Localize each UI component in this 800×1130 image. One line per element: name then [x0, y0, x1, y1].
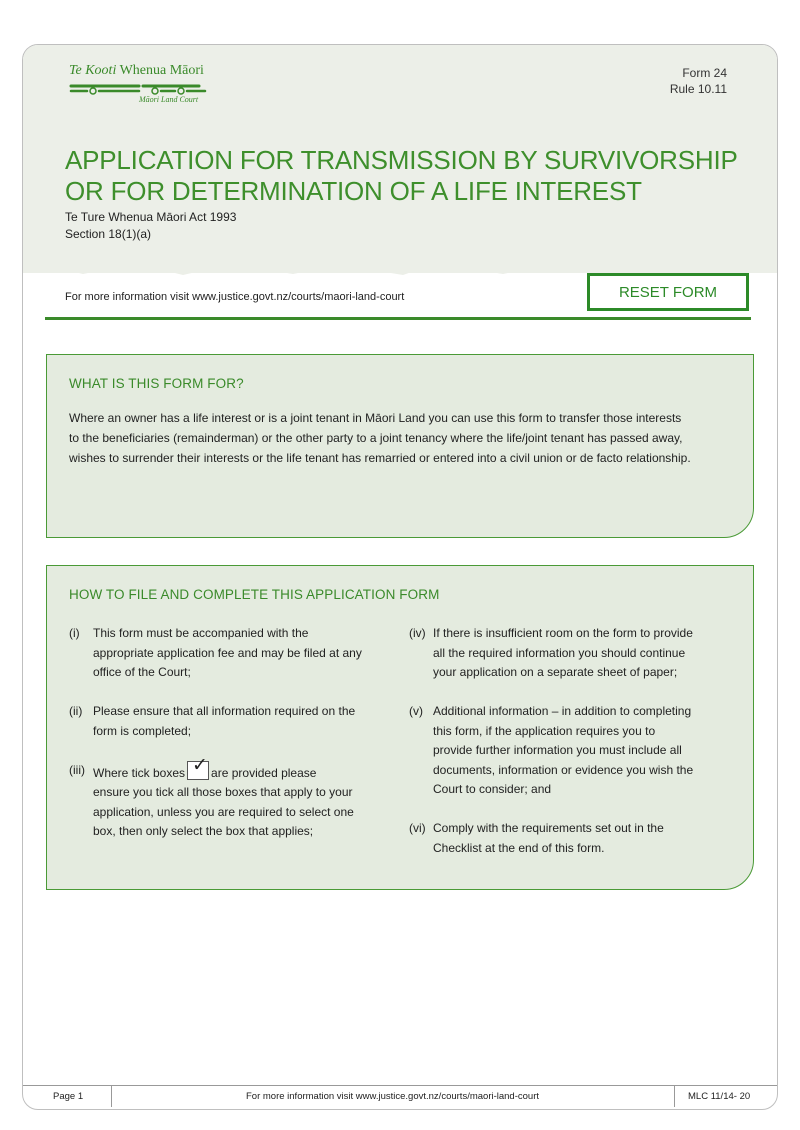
page-frame — [22, 44, 778, 1110]
legislation-reference — [65, 209, 236, 243]
reset-form-button[interactable]: RESET FORM — [587, 273, 749, 311]
instruction-item: (iv) If there is insufficient room on the form to provide all the required information you should continue your application on a separate sheet of paper; — [409, 626, 693, 679]
instruction-item: (iii) Where tick boxes ✓ are provided please ensure you tick all those boxes that apply to your application, unless you are required to select one box, then only select the box that applies; — [69, 754, 354, 838]
section-heading: HOW TO FILE AND COMPLETE THIS APPLICATION FORM — [69, 587, 440, 602]
instruction-item: (v) Additional information – in addition to completing this form, if the application requires you to provide further information you must include all documents, information or evidence you wish the Court to consider; and — [409, 704, 694, 796]
page-footer — [23, 1085, 778, 1107]
header-divider — [45, 317, 751, 320]
tick-box-example-icon: ✓ — [187, 761, 209, 780]
instructions-left-column — [69, 624, 369, 861]
logo-subtitle: Māori Land Court — [139, 95, 199, 104]
logo-graphic — [69, 81, 219, 95]
instruction-item: (ii) Please ensure that all information required on the form is completed; — [69, 704, 356, 738]
section-paragraph — [69, 408, 739, 468]
instruction-item: (vi) Comply with the requirements set out in the Checklist at the end of this form. — [409, 821, 664, 855]
title-line-1: APPLICATION FOR TRANSMISSION BY SURVIVORSHIP — [65, 145, 738, 175]
page-title — [65, 145, 745, 207]
paragraph-line: to the beneficiaries (remainderman) or the other party to a joint tenancy where the life/joint tenant has passed away, — [69, 431, 683, 445]
logo-title: Te Kooti Whenua Māori — [69, 63, 204, 78]
act-name: Te Ture Whenua Māori Act 1993 — [65, 210, 237, 224]
section-reference: Section 18(1)(a) — [65, 227, 152, 241]
footer-page-number: Page 1 — [53, 1086, 112, 1107]
rule-number: Rule 10.11 — [669, 82, 727, 96]
footer-form-code: MLC 11/14- 20 — [688, 1091, 751, 1102]
court-logo — [69, 65, 219, 109]
form-identifier — [670, 65, 727, 97]
footer-info: For more information visit www.justice.govt.nz/courts/maori-land-court — [111, 1086, 675, 1107]
form-number: Form 24 — [682, 66, 727, 80]
what-is-form-for-section — [46, 354, 754, 538]
instructions-right-column — [409, 624, 709, 878]
instruction-item: (i) This form must be accompanied with the appropriate application fee and may be filed at any office of the Court; — [69, 626, 362, 679]
more-info-link-text: For more information visit www.justice.govt.nz/courts/maori-land-court — [65, 291, 405, 303]
paragraph-line: Where an owner has a life interest or is a joint tenant in Māori Land you can use this form to transfer those interests — [69, 411, 682, 425]
paragraph-line: wishes to surrender their interests or the life tenant has remarried or entered into a civil union or de facto relationship. — [69, 451, 691, 465]
title-line-2: OR FOR DETERMINATION OF A LIFE INTEREST — [65, 176, 642, 206]
how-to-file-section — [46, 565, 754, 890]
section-heading: WHAT IS THIS FORM FOR? — [69, 376, 244, 391]
